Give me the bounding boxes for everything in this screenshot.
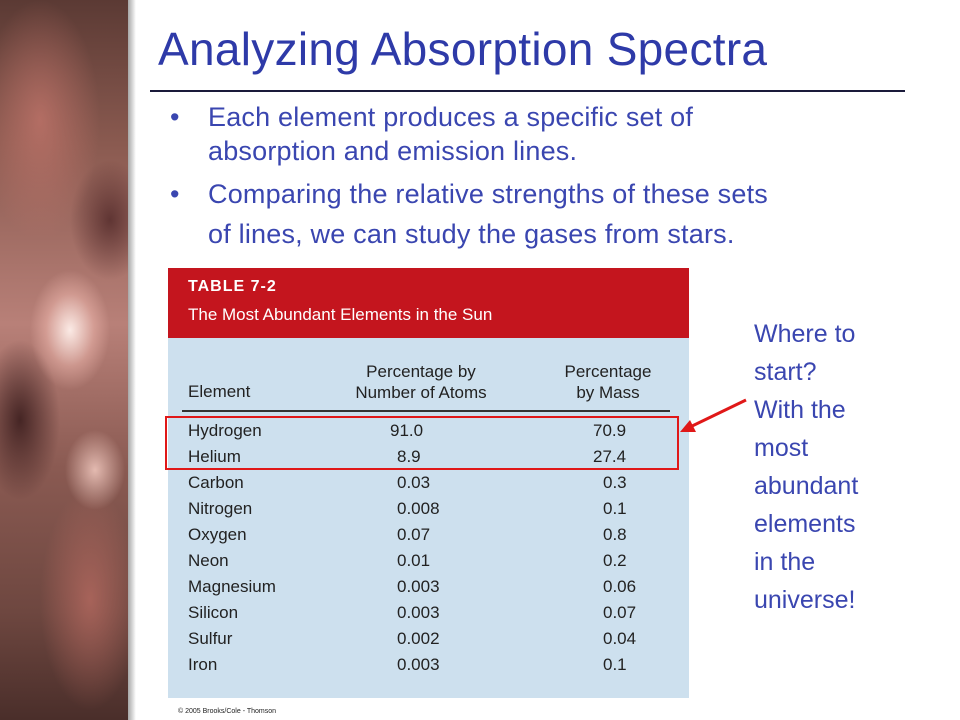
cell-mass: 0.8 bbox=[603, 525, 627, 544]
nebula-image bbox=[0, 0, 128, 720]
cell-element: Neon bbox=[188, 551, 229, 570]
table-row bbox=[168, 655, 689, 681]
note-line: in the bbox=[754, 548, 816, 576]
table-number: TABLE 7-2 bbox=[188, 278, 277, 295]
bullet-line: Comparing the relative strengths of these sets bbox=[208, 179, 768, 209]
cell-mass: 27.4 bbox=[593, 447, 627, 466]
note-line: Where to bbox=[754, 320, 856, 348]
bullet-line: of lines, we can study the gases from stars. bbox=[208, 219, 735, 249]
cell-atoms: 0.008 bbox=[397, 499, 440, 518]
cell-element: Iron bbox=[188, 655, 218, 674]
cell-mass: 0.04 bbox=[603, 629, 637, 648]
cell-atoms: 0.003 bbox=[397, 655, 440, 674]
cell-element: Silicon bbox=[188, 603, 239, 622]
cell-atoms: 91.0 bbox=[390, 421, 424, 440]
cell-element: Nitrogen bbox=[188, 499, 253, 518]
bullet-dot-icon: • bbox=[170, 102, 180, 132]
table-row bbox=[168, 551, 689, 577]
cell-mass: 0.3 bbox=[603, 473, 627, 492]
table-row bbox=[168, 473, 689, 499]
title-underline bbox=[150, 90, 905, 92]
cell-atoms: 0.002 bbox=[397, 629, 440, 648]
bullet-list bbox=[170, 100, 930, 260]
bullet-item bbox=[170, 174, 930, 254]
slide-title: Analyzing Absorption Spectra bbox=[158, 23, 768, 75]
header-mass-line1: Percentage bbox=[564, 362, 652, 381]
note-line: most bbox=[754, 434, 809, 462]
cell-atoms: 0.003 bbox=[397, 603, 440, 622]
side-note bbox=[754, 315, 858, 619]
highlight-box bbox=[165, 416, 679, 470]
note-line: universe! bbox=[754, 586, 856, 614]
bullet-item bbox=[170, 100, 930, 168]
cell-element: Magnesium bbox=[188, 577, 276, 596]
header-atoms bbox=[336, 361, 506, 403]
bullet-dot-icon: • bbox=[170, 179, 180, 209]
header-mass bbox=[548, 361, 668, 403]
header-atoms-line1: Percentage by bbox=[366, 362, 476, 381]
cell-element: Sulfur bbox=[188, 629, 233, 648]
cell-element: Oxygen bbox=[188, 525, 247, 544]
cell-mass: 0.1 bbox=[603, 499, 627, 518]
cell-mass: 0.06 bbox=[603, 577, 637, 596]
table-header bbox=[168, 268, 689, 338]
table-caption: The Most Abundant Elements in the Sun bbox=[188, 305, 493, 324]
copyright-note: © 2005 Brooks/Cole - Thomson bbox=[178, 708, 277, 715]
cell-mass: 0.2 bbox=[603, 551, 627, 570]
cell-element: Hydrogen bbox=[188, 421, 262, 440]
cell-atoms: 0.03 bbox=[397, 473, 431, 492]
cell-atoms: 8.9 bbox=[397, 447, 421, 466]
bullet-line: absorption and emission lines. bbox=[208, 136, 578, 166]
table-row bbox=[168, 525, 689, 551]
abundance-table bbox=[168, 268, 689, 698]
cell-atoms: 0.07 bbox=[397, 525, 431, 544]
note-line: elements bbox=[754, 510, 856, 538]
cell-mass: 0.07 bbox=[603, 603, 637, 622]
header-rule bbox=[182, 410, 670, 412]
table-row bbox=[168, 603, 689, 629]
table-row bbox=[168, 577, 689, 603]
cell-atoms: 0.003 bbox=[397, 577, 440, 596]
cell-element: Helium bbox=[188, 447, 241, 466]
image-shadow bbox=[128, 0, 136, 720]
header-element: Element bbox=[188, 382, 251, 401]
note-line: start? bbox=[754, 358, 817, 386]
header-atoms-line2: Number of Atoms bbox=[355, 383, 487, 402]
table-row bbox=[168, 499, 689, 525]
cell-mass: 0.1 bbox=[603, 655, 627, 674]
note-line: abundant bbox=[754, 472, 859, 500]
cell-mass: 70.9 bbox=[593, 421, 627, 440]
header-mass-line2: by Mass bbox=[576, 383, 640, 402]
cell-atoms: 0.01 bbox=[397, 551, 431, 570]
bullet-line: Each element produces a specific set of bbox=[208, 102, 694, 132]
cell-element: Carbon bbox=[188, 473, 244, 492]
table-row bbox=[168, 629, 689, 655]
pointer-arrow-icon bbox=[678, 396, 750, 436]
note-line: With the bbox=[754, 396, 846, 424]
